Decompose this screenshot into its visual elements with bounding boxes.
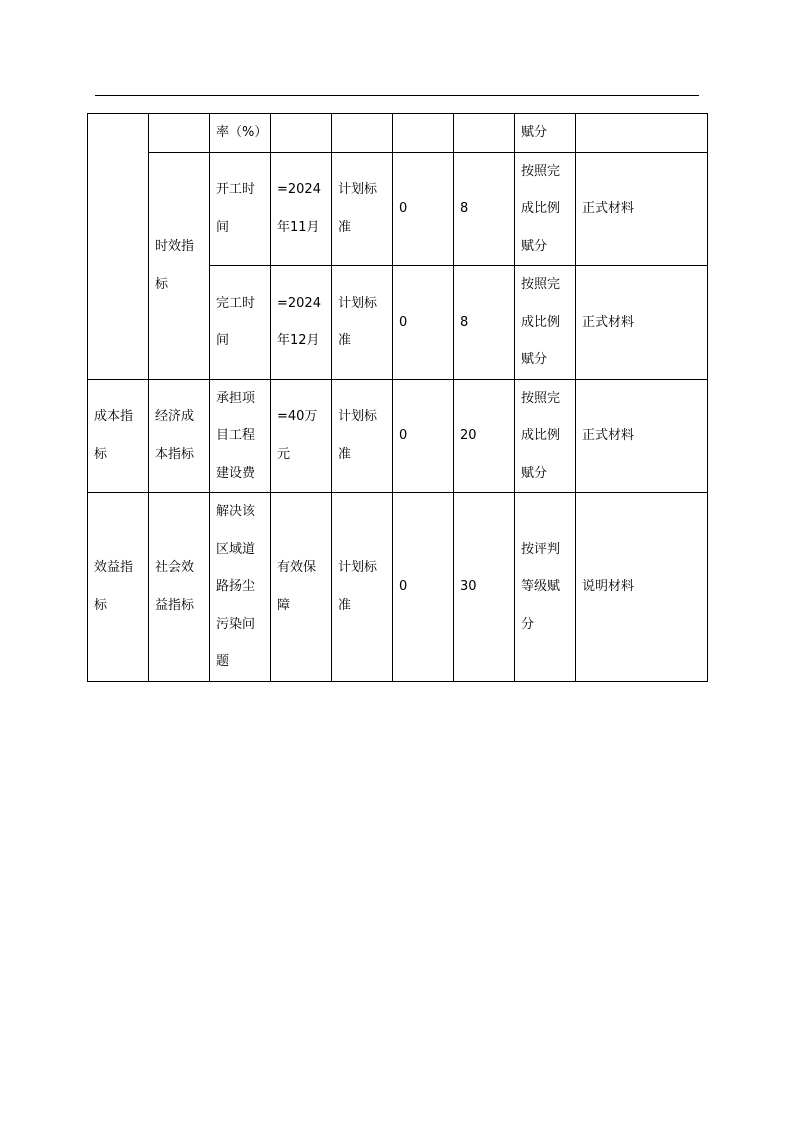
second-level-indicator-cell: 社会效益指标 (149, 493, 210, 682)
weight-cell: 30 (454, 493, 515, 682)
third-level-indicator-cell: 率（%） (210, 114, 271, 153)
target-value-cell: =2024年12月 (271, 266, 332, 380)
value-cell: 0 (393, 493, 454, 682)
evidence-cell: 正式材料 (576, 266, 708, 380)
first-level-indicator-cell (88, 114, 149, 380)
standard-cell (332, 114, 393, 153)
target-value-cell: 有效保障 (271, 493, 332, 682)
scoring-method-cell: 按评判等级赋分 (515, 493, 576, 682)
value-cell: 0 (393, 152, 454, 266)
header-rule (95, 95, 699, 96)
value-cell (393, 114, 454, 153)
standard-cell: 计划标准 (332, 266, 393, 380)
evidence-cell: 说明材料 (576, 493, 708, 682)
evidence-cell: 正式材料 (576, 152, 708, 266)
table-row (88, 379, 708, 493)
third-level-indicator-cell: 完工时间 (210, 266, 271, 380)
weight-cell (454, 114, 515, 153)
weight-cell: 8 (454, 266, 515, 380)
second-level-indicator-cell: 时效指标 (149, 152, 210, 379)
target-value-cell (271, 114, 332, 153)
third-level-indicator-cell: 解决该区域道路扬尘污染问题 (210, 493, 271, 682)
third-level-indicator-cell: 开工时间 (210, 152, 271, 266)
scoring-method-cell: 按照完成比例赋分 (515, 266, 576, 380)
performance-indicator-table (87, 113, 708, 682)
standard-cell: 计划标准 (332, 152, 393, 266)
second-level-indicator-cell: 经济成本指标 (149, 379, 210, 493)
third-level-indicator-cell: 承担项目工程建设费 (210, 379, 271, 493)
first-level-indicator-cell: 效益指标 (88, 493, 149, 682)
weight-cell: 8 (454, 152, 515, 266)
weight-cell: 20 (454, 379, 515, 493)
value-cell: 0 (393, 379, 454, 493)
evidence-cell (576, 114, 708, 153)
second-level-indicator-cell (149, 114, 210, 153)
evidence-cell: 正式材料 (576, 379, 708, 493)
table-row (88, 152, 708, 266)
table-row (88, 114, 708, 153)
table-row (88, 493, 708, 682)
standard-cell: 计划标准 (332, 493, 393, 682)
value-cell: 0 (393, 266, 454, 380)
target-value-cell: =40万元 (271, 379, 332, 493)
scoring-method-cell: 按照完成比例赋分 (515, 152, 576, 266)
standard-cell: 计划标准 (332, 379, 393, 493)
scoring-method-cell: 赋分 (515, 114, 576, 153)
scoring-method-cell: 按照完成比例赋分 (515, 379, 576, 493)
first-level-indicator-cell: 成本指标 (88, 379, 149, 493)
target-value-cell: =2024年11月 (271, 152, 332, 266)
